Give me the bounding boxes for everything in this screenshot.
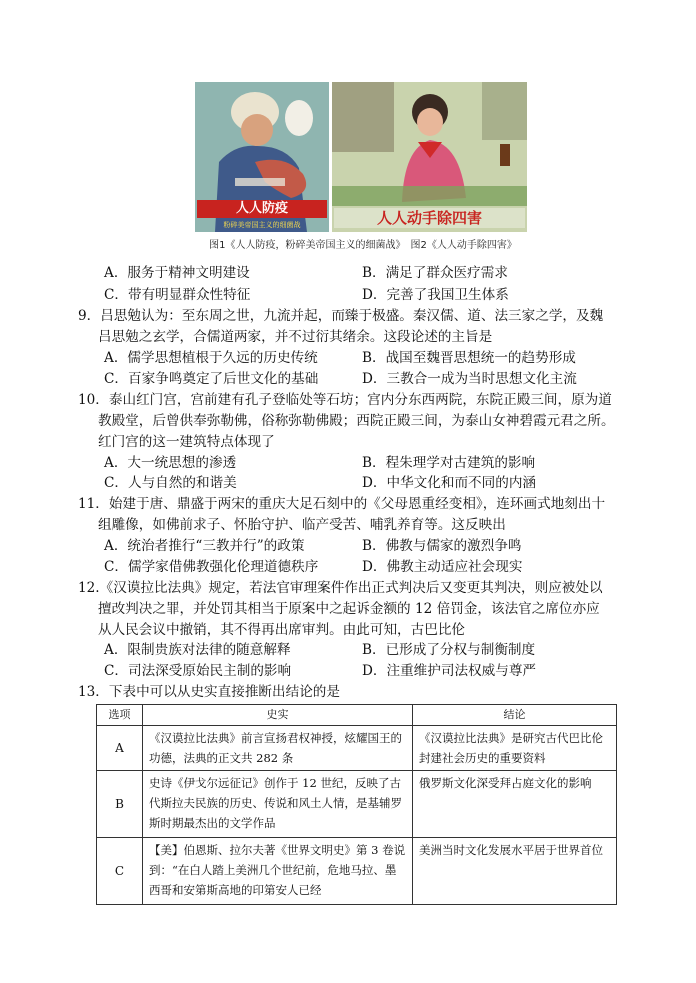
q9-option-a[interactable]: A．儒学思想植根于久远的历史传统 xyxy=(104,350,318,366)
q10-stem-line-2: 教殿堂，后曾供奉弥勒佛，俗称弥勒佛殿；西院正殿三间，为泰山女神碧霞元君之所。 xyxy=(98,413,615,429)
q13-stem: 13．下表中可以从史实直接推断出结论的是 xyxy=(78,684,340,700)
table-row[interactable] xyxy=(97,838,617,905)
table-row[interactable] xyxy=(97,771,617,838)
q9-stem-line-1: 9．吕思勉认为：至东周之世，九流并起，而臻于极盛。秦汉儒、道、法三家之学，及魏 xyxy=(78,308,604,324)
q12-stem-line-2: 擅改判决之罪，并处罚其相当于原案中之起诉金额的 12 倍罚金，该法官之席位亦应 xyxy=(98,601,600,617)
poster-figure xyxy=(195,82,527,232)
q11-option-d[interactable]: D．佛教主动适应社会现实 xyxy=(362,559,523,575)
q11-stem-line-2: 组雕像，如佛前求子、怀胎守护、临产受苦、哺乳养育等。这反映出 xyxy=(98,517,506,533)
q8-option-c[interactable]: C．带有明显群众性特征 xyxy=(104,287,251,303)
poster-1-title: 人人防疫 xyxy=(197,200,327,218)
q12-option-b[interactable]: B．已形成了分权与制衡制度 xyxy=(362,642,536,658)
row-fact: 《汉谟拉比法典》前言宣扬君权神授，炫耀国王的功德，法典的正文共 282 条 xyxy=(143,726,413,771)
q10-option-a[interactable]: A．大一统思想的渗透 xyxy=(104,455,237,471)
poster-2-image xyxy=(332,82,527,232)
q12-stem-line-1: 12.《汉谟拉比法典》规定，若法官审理案件作出正式判决后又变更其判决，则应被处以 xyxy=(78,580,603,596)
row-conclusion: 美洲当时文化发展水平居于世界首位 xyxy=(413,838,617,905)
q10-stem-line-3: 红门宫的这一建筑特点体现了 xyxy=(98,434,275,450)
column-header-conclusion: 结论 xyxy=(413,705,617,726)
q8-option-d[interactable]: D．完善了我国卫生体系 xyxy=(362,287,509,303)
figure-caption: 图1《人人防疫，粉碎美帝国主义的细菌战》 图2《人人动手除四害》 xyxy=(209,240,517,251)
row-option-label: A xyxy=(97,726,143,771)
row-option-label: B xyxy=(97,771,143,838)
q11-option-a[interactable]: A．统治者推行“三教并行”的政策 xyxy=(104,538,305,554)
q9-option-b[interactable]: B．战国至魏晋思想统一的趋势形成 xyxy=(362,350,576,366)
column-header-fact: 史实 xyxy=(143,705,413,726)
table-row[interactable] xyxy=(97,726,617,771)
q11-option-b[interactable]: B．佛教与儒家的激烈争鸣 xyxy=(362,538,522,554)
q12-option-a[interactable]: A．限制贵族对法律的随意解释 xyxy=(104,642,291,658)
q9-option-c[interactable]: C．百家争鸣奠定了后世文化的基础 xyxy=(104,371,319,387)
q10-option-c[interactable]: C．人与自然的和谐美 xyxy=(104,475,237,491)
q10-option-d[interactable]: D．中华文化和而不同的内涵 xyxy=(362,475,537,491)
poster-2-title: 人人动手除四害 xyxy=(334,208,525,228)
q10-stem-line-1: 10．泰山红门宫，宫前建有孔子登临处等石坊；宫内分东西两院，东院正殿三间，原为道 xyxy=(78,392,612,408)
q12-option-d[interactable]: D．注重维护司法权威与尊严 xyxy=(362,663,537,679)
q11-option-c[interactable]: C．儒学家借佛教强化伦理道德秩序 xyxy=(104,559,319,575)
history-table xyxy=(96,704,617,905)
column-header-option: 选项 xyxy=(97,705,143,726)
q11-stem-line-1: 11．始建于唐、鼎盛于两宋的重庆大足石刻中的《父母恩重经变相》，连环画式地刻出十 xyxy=(78,496,606,512)
q10-option-b[interactable]: B．程朱理学对古建筑的影响 xyxy=(362,455,536,471)
row-fact: 【美】伯恩斯、拉尔夫著《世界文明史》第 3 卷说到：“在白人踏上美洲几个世纪前，危地马拉、墨西哥和安第斯高地的印第安人已经 xyxy=(143,838,413,905)
q12-stem-line-3: 从人民会议中撤销，其不得再出席审判。由此可知，古巴比伦 xyxy=(98,622,466,638)
q9-option-d[interactable]: D．三教合一成为当时思想文化主流 xyxy=(362,371,577,387)
poster-1-image xyxy=(195,82,329,232)
row-option-label: C xyxy=(97,838,143,905)
poster-1-subtitle: 粉碎美帝国主义的细菌战 xyxy=(223,221,301,229)
q9-stem-line-2: 吕思勉之玄学，合儒道两家，并不过衍其绪余。这段论述的主旨是 xyxy=(98,329,493,345)
q8-option-a[interactable]: A．服务于精神文明建设 xyxy=(104,265,250,281)
row-conclusion: 俄罗斯文化深受拜占庭文化的影响 xyxy=(413,771,617,838)
q8-option-b[interactable]: B．满足了群众医疗需求 xyxy=(362,265,508,281)
row-conclusion: 《汉谟拉比法典》是研究古代巴比伦封建社会历史的重要资料 xyxy=(413,726,617,771)
q12-option-c[interactable]: C．司法深受原始民主制的影响 xyxy=(104,663,292,679)
table-header-row xyxy=(97,705,617,726)
row-fact: 史诗《伊戈尔远征记》创作于 12 世纪，反映了古代斯拉夫民族的历史、传说和风土人情，是基辅罗斯时期最杰出的文学作品 xyxy=(143,771,413,838)
